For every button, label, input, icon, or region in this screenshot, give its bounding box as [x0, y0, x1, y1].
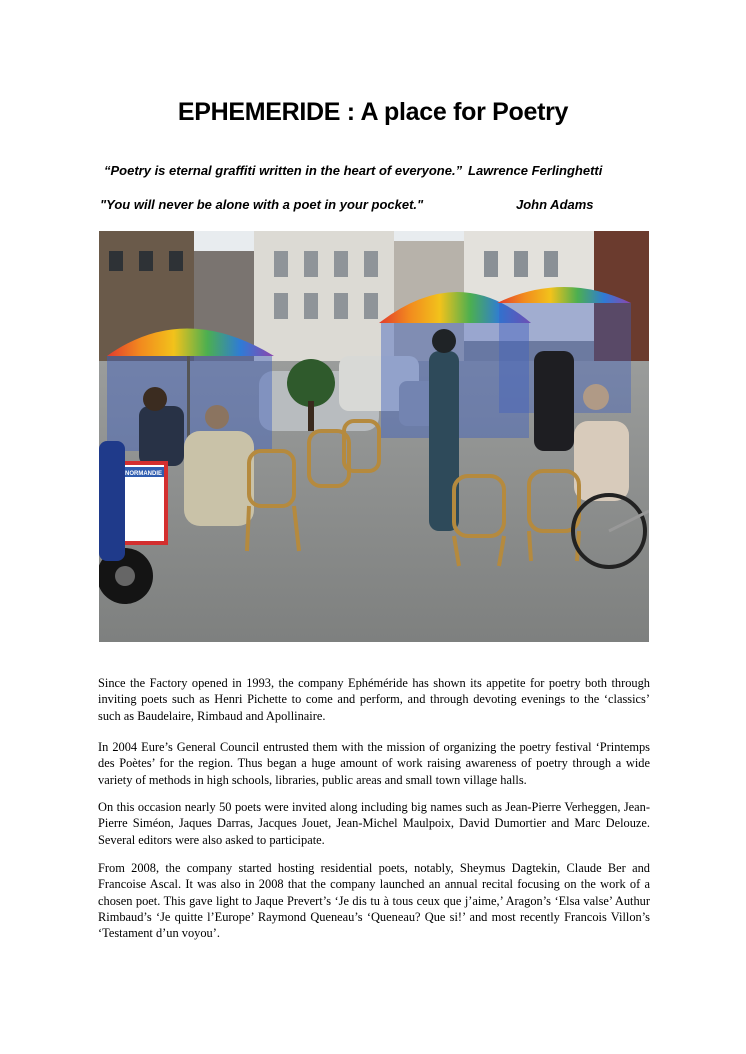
quote-author-2: John Adams: [516, 197, 594, 212]
paragraph-1: Since the Factory opened in 1993, the company Ephéméride has shown its appetite for poetry both through inviting poets such as Henri Pichette to come and perform, and through devoting evenings to the ‘classics’ such as Baudelaire, Rimbaud and Apollinaire.: [98, 676, 650, 723]
tree: [287, 359, 335, 407]
quote-text-2: "You will never be alone with a poet in your pocket.": [100, 197, 424, 212]
sign-text: NORMANDIE: [125, 471, 162, 477]
paragraph-4: From 2008, the company started hosting residential poets, notably, Sheymus Dagtekin, Claude Ber and Francoise Ascal. It was also in 2008 that the company launched an annual recital focusing on the work of a chosen poet. This gave light to Jaque Prevert’s ‘Je dis tu à tous ceux que j’aime,’ Aragon’s ‘Elsa valse’ Authur Rimbaud’s ‘Je quitte l’Europe’ Raymond Queneau’s ‘Queneau? Que si!’ and most recently Francois Villon’s ‘Testament d’un voyou’.: [98, 861, 650, 941]
seated-man: [139, 406, 184, 466]
paragraph-3: On this occasion nearly 50 poets were invited along including big names such as Jean-Pierre Verheggen, Jean-Pierre Siméon, Jaques Darras, Jacques Jouet, Jean-Michel Maulpoix, David Dumortier and Marc Delouze. Several editors were also asked to participate.: [98, 800, 650, 847]
cafe-photo: [99, 231, 649, 642]
seated-woman: [184, 431, 254, 526]
quote-text-1: “Poetry is eternal graffiti written in the heart of everyone.”: [104, 163, 463, 178]
quote-author-1: Lawrence Ferlinghetti: [468, 163, 603, 178]
scooter: [99, 441, 125, 561]
seated-woman-right: [574, 421, 629, 501]
page-title: EPHEMERIDE : A place for Poetry: [177, 98, 569, 126]
paragraph-2: In 2004 Eure’s General Council entrusted them with the mission of organizing the poetry festival ‘Printemps des Poètes’ for the region. Thus began a huge amount of work raising awareness of poetry through a wide variety of methods in high schools, libraries, public areas and small town village halls.: [98, 740, 650, 787]
